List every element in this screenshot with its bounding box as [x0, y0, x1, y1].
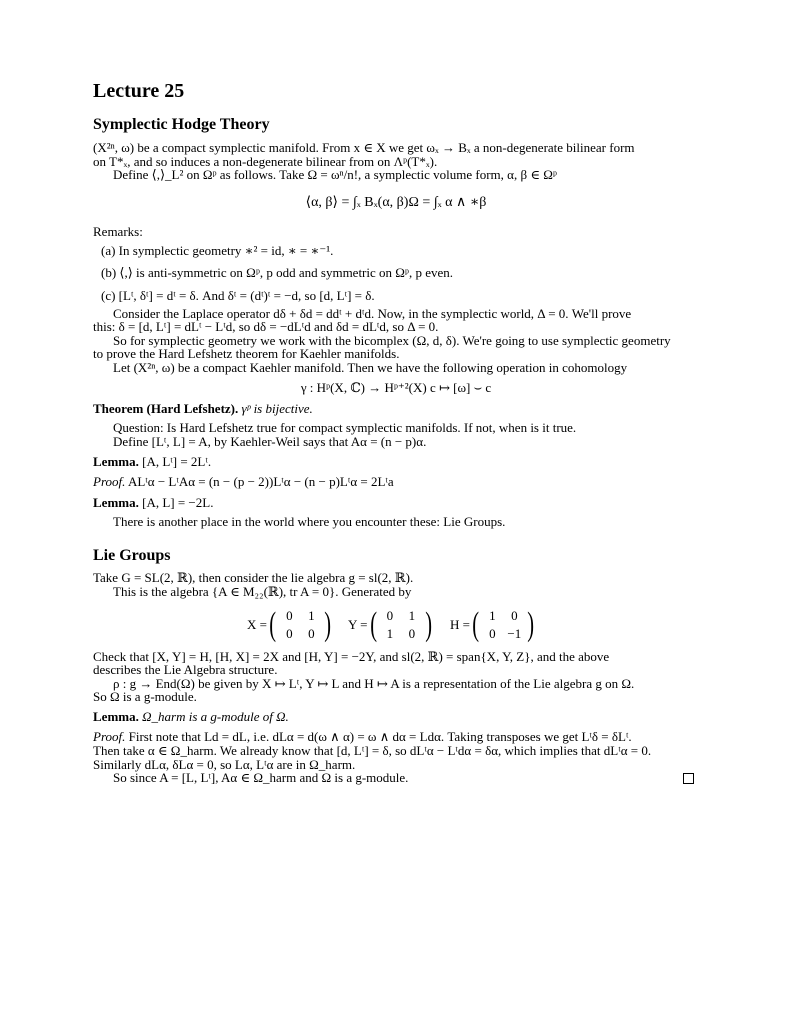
paragraph-line: Take G = SL(2, ℝ), then consider the lie algebra g = sl(2, ℝ).	[93, 570, 414, 585]
theorem-label: Theorem (Hard Lefshetz).	[93, 401, 239, 416]
matrix-label: Y =	[348, 617, 368, 632]
lemma-1	[93, 455, 699, 469]
matrix-entry: −1	[507, 626, 522, 641]
matrix-entry: 1	[386, 626, 394, 641]
matrix-entry: 0	[511, 608, 518, 623]
proof-text: First note that Ld = dL, i.e. dLα = d(ω ∧ α) = ω ∧ dα = Ldα. Taking transposes we get Lᵗδ = δLᵗ.	[128, 729, 632, 744]
proof-1	[93, 475, 699, 489]
paragraph-line: to prove the Hard Lefshetz theorem for Kaehler manifolds.	[93, 346, 400, 361]
lemma-3	[93, 710, 699, 724]
matrix-label: X =	[247, 617, 267, 632]
paragraph-line: Check that [X, Y] = H, [H, X] = 2X and [H, Y] = −2Y, and sl(2, ℝ) = span{X, Y, Z}, and the above	[93, 649, 610, 664]
remark-c: (c) [Lᵗ, δᵗ] = dᵗ = δ. And δᵗ = (dᵗ)ᵗ = −d, so [d, Lᵗ] = δ.	[101, 288, 375, 303]
section-heading-lie-groups: Lie Groups	[93, 547, 171, 564]
lemma-2	[93, 496, 699, 510]
lemma-text: Ω_harm is a g-module of Ω.	[142, 709, 289, 724]
paragraph-line: Similarly dLα, δLα = 0, so Lα, Lᵗα are in Ω_harm.	[93, 757, 356, 772]
matrix-entry: 0	[386, 608, 394, 623]
remark-a: (a) In symplectic geometry ∗² = id, ∗ = ∗⁻¹.	[101, 243, 334, 258]
theorem-hard-lefshetz	[93, 402, 699, 416]
matrix-entry: 1	[308, 608, 315, 623]
paragraph-line: Consider the Laplace operator dδ + δd = ddᵗ + dᵗd. Now, in the symplectic world, Δ = 0. We'll prove	[113, 306, 632, 321]
paragraph-line: Question: Is Hard Lefshetz true for compact symplectic manifolds. If not, when is it true.	[113, 420, 577, 435]
section-heading-symplectic-hodge: Symplectic Hodge Theory	[93, 116, 270, 133]
paragraph-line: Then take α ∈ Ω_harm. We already know that [d, Lᵗ] = δ, so dLᵗα − Lᵗdα = δα, which implies that dLᵗα = 0.	[93, 743, 652, 758]
matrix-y: Y = ( 0 1 1 0 )	[348, 606, 432, 643]
lemma-text: [A, L] = −2L.	[142, 495, 214, 510]
paragraph-line: describes the Lie Algebra structure.	[93, 662, 278, 677]
paragraph-line: This is the algebra {A ∈ M₂₂(ℝ), tr A = 0}. Generated by	[113, 584, 412, 599]
lemma-label: Lemma.	[93, 495, 139, 510]
proof-label: Proof.	[93, 729, 126, 744]
theorem-text: γᵖ is bijective.	[241, 401, 313, 416]
matrix-entry: 0	[408, 626, 416, 641]
lemma-text: [A, Lᵗ] = 2Lᵗ.	[142, 454, 212, 469]
paragraph-line: So Ω is a g-module.	[93, 689, 197, 704]
matrix-h: H = ( 1 0 0 −1 )	[450, 606, 535, 643]
proof-text: ALᵗα − LᵗAα = (n − (p − 2))Lᵗα − (n − p)Lᵗα = 2Lᵗa	[127, 474, 394, 489]
matrix-entry: 1	[408, 608, 416, 623]
matrix-entry: 0	[308, 626, 315, 641]
proof-2-line	[93, 730, 699, 744]
matrix-entry: 1	[489, 608, 496, 623]
paragraph-line: Define ⟨,⟩_L² on Ωᵖ as follows. Take Ω = ωⁿ/n!, a symplectic volume form, α, β ∈ Ωᵖ	[113, 167, 557, 182]
lemma-label: Lemma.	[93, 454, 139, 469]
paragraph-line: (X²ⁿ, ω) be a compact symplectic manifold. From x ∈ X we get ωₓ → Bₓ a non-degenerate bilinear form	[93, 140, 635, 155]
paragraph-line: So for symplectic geometry we work with the bicomplex (Ω, d, δ). We're going to use symplectic geometry	[113, 333, 671, 348]
matrix-entry: 0	[286, 608, 293, 623]
matrix-label: H =	[450, 617, 470, 632]
paragraph-line: ρ : g → End(Ω) be given by X ↦ Lᵗ, Y ↦ L and H ↦ A is a representation of the Lie algebra g on Ω.	[113, 676, 635, 691]
equation-inner-product: ⟨α, β⟩ = ∫ₓ Bₓ(α, β)Ω = ∫ₓ α ∧ ∗β	[305, 195, 487, 210]
matrix-entry: 0	[286, 626, 293, 641]
paragraph-line: Define [Lᵗ, L] = A, by Kaehler-Weil says that Aα = (n − p)α.	[113, 434, 427, 449]
lemma-label: Lemma.	[93, 709, 139, 724]
remarks-label: Remarks:	[93, 224, 143, 239]
matrix-entry: 0	[489, 626, 496, 641]
paragraph-line: Let (X²ⁿ, ω) be a compact Kaehler manifold. Then we have the following operation in cohomology	[113, 360, 628, 375]
paragraph-line: So since A = [L, Lᵗ], Aα ∈ Ω_harm and Ω is a g-module.	[113, 770, 409, 785]
lecture-title: Lecture 25	[93, 80, 185, 102]
paragraph-line: this: δ = [d, Lᵗ] = dLᵗ − Lᵗd, so dδ = −dLᵗd and δd = dLᵗd, so Δ = 0.	[93, 319, 439, 334]
matrix-x: X = ( 0 1 0 0 )	[247, 606, 332, 643]
paragraph-line: There is another place in the world where you encounter these: Lie Groups.	[113, 514, 506, 529]
remark-b: (b) ⟨,⟩ is anti-symmetric on Ωᵖ, p odd and symmetric on Ωᵖ, p even.	[101, 265, 454, 280]
equation-gamma: γ : Hᵖ(X, ℂ) → Hᵖ⁺²(X) c ↦ [ω] ⌣ c	[300, 380, 492, 395]
proof-label: Proof.	[93, 474, 126, 489]
qed-square-icon	[683, 773, 694, 784]
paragraph-line: on T*ₓ, and so induces a non-degenerate bilinear from on Λᵖ(T*ₓ).	[93, 154, 438, 169]
